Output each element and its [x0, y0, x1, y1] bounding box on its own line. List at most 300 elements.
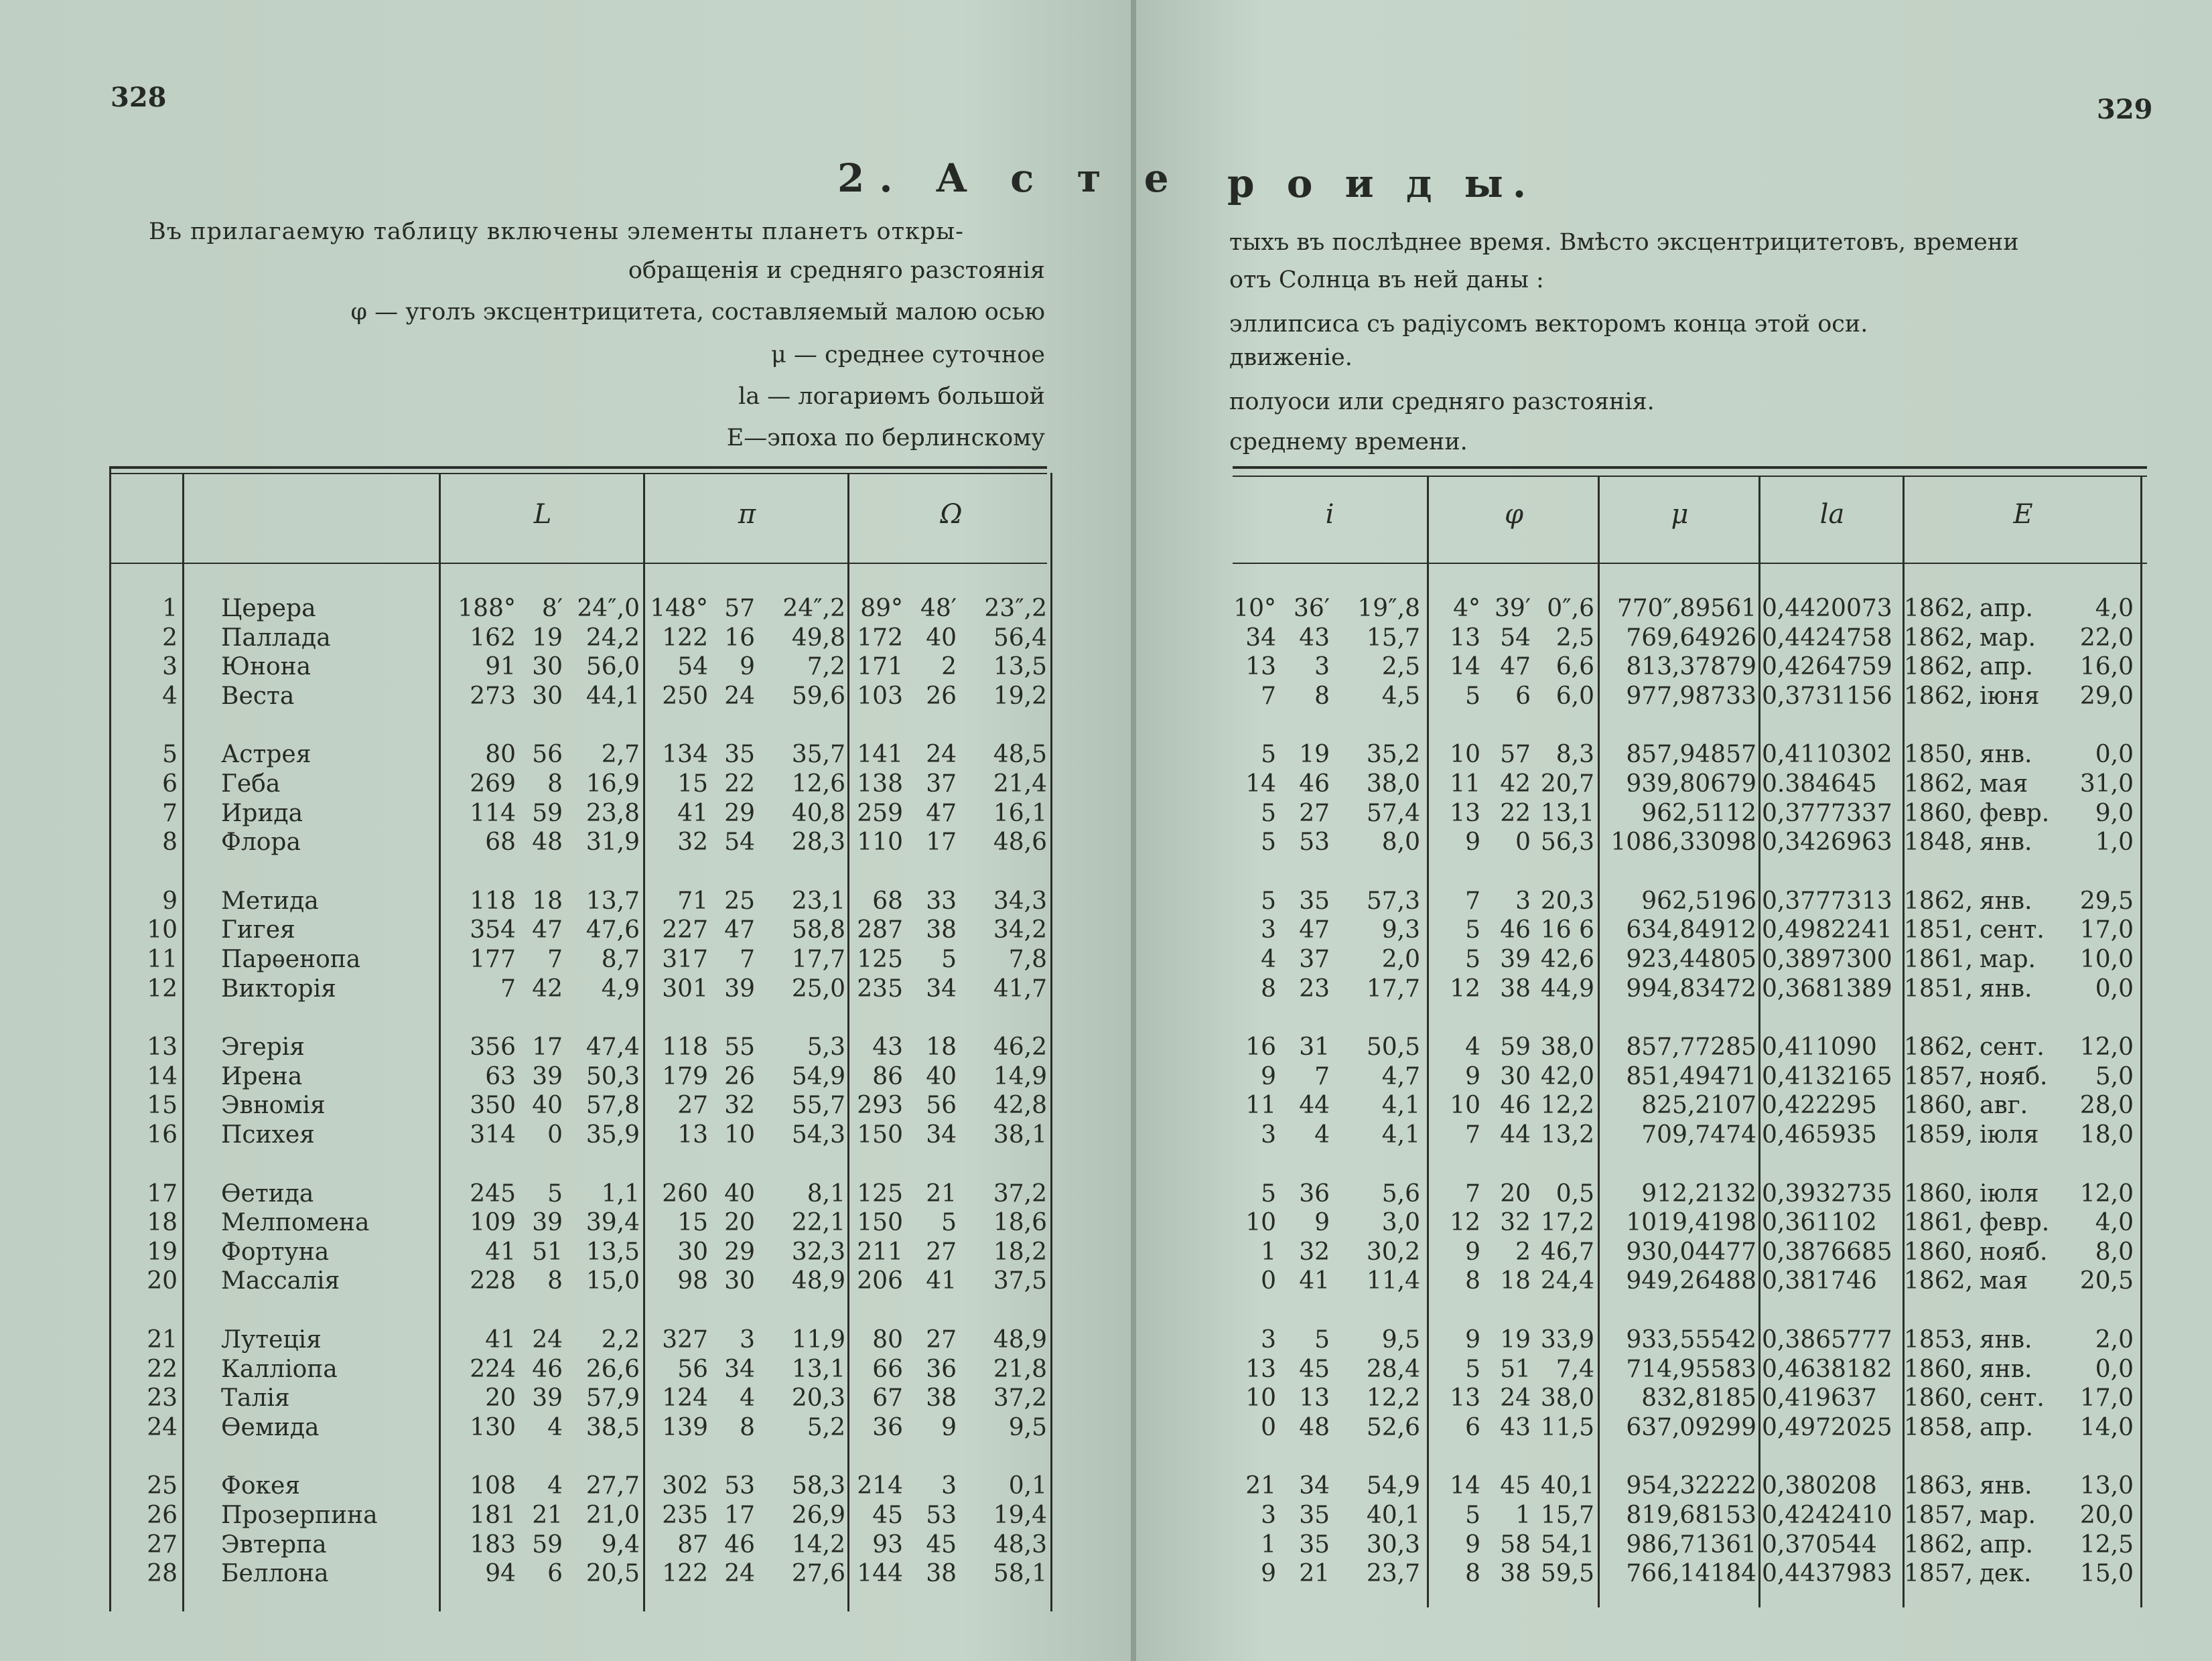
epoch-month: янв.: [1980, 1326, 2032, 1354]
node-seconds: 18,6: [993, 1209, 1047, 1237]
epoch-month: апр.: [1980, 1530, 2033, 1559]
epoch-day: 20,5: [2079, 1267, 2134, 1295]
node-minutes: 53: [926, 1502, 957, 1529]
pi-minutes: 57: [724, 595, 755, 622]
epoch-month: нояб.: [1980, 1238, 2048, 1266]
node-seconds: 56,4: [993, 624, 1047, 652]
i-seconds: 2,0: [1381, 946, 1420, 973]
L-degrees: 269: [470, 770, 516, 798]
L-degrees: 181: [470, 1502, 516, 1529]
phi-minutes: 58: [1500, 1530, 1531, 1559]
pi-degrees: 122: [662, 624, 708, 652]
row-number: 22: [147, 1355, 178, 1383]
node-degrees: 43: [872, 1033, 903, 1062]
table-row: [0, 1531, 2184, 1560]
i-degrees: 9: [1261, 1062, 1276, 1090]
L-minutes: 30: [532, 682, 563, 710]
row-number: 4: [162, 682, 178, 710]
log-semi-axis: 0,4424758: [1762, 624, 1892, 652]
L-degrees: 63: [485, 1062, 516, 1090]
epoch-year: 1860,: [1904, 1238, 1974, 1266]
node-minutes: 40: [926, 1062, 957, 1090]
i-seconds: 8,0: [1381, 828, 1420, 857]
pi-seconds: 27,6: [791, 1560, 845, 1588]
phi-seconds: 33,9: [1540, 1326, 1594, 1354]
L-degrees: 245: [470, 1179, 516, 1208]
asteroid-name: Эгерія: [221, 1033, 305, 1062]
log-semi-axis: 0,4420073: [1762, 595, 1892, 622]
phi-degrees: 9: [1465, 828, 1480, 857]
node-seconds: 48,5: [993, 741, 1047, 769]
i-minutes: 7: [1314, 1062, 1330, 1090]
L-minutes: 46: [532, 1355, 563, 1383]
phi-minutes: 32: [1500, 1209, 1531, 1237]
col-header-node: Ω: [940, 499, 963, 530]
intro-right-line-2: отъ Солнца въ ней даны :: [1229, 267, 1544, 293]
asteroid-name: Мелпомена: [221, 1209, 370, 1237]
epoch-year: 1862,: [1904, 770, 1974, 798]
phi-seconds: 38,0: [1540, 1033, 1594, 1062]
log-semi-axis: 0,4264759: [1762, 653, 1892, 681]
phi-degrees: 5: [1465, 946, 1480, 973]
phi-degrees: 12: [1450, 974, 1480, 1003]
i-minutes: 19: [1299, 741, 1330, 769]
node-seconds: 23″,2: [984, 595, 1047, 622]
i-degrees: 0: [1261, 1413, 1276, 1441]
log-semi-axis: 0,3865777: [1762, 1326, 1892, 1354]
node-seconds: 42,8: [993, 1092, 1047, 1120]
col-header-E: E: [2013, 499, 2033, 530]
log-semi-axis: 0,4132165: [1762, 1062, 1892, 1090]
table-row: [0, 1092, 2184, 1121]
epoch-day: 1,0: [2095, 828, 2134, 857]
mean-motion: 912,2132: [1641, 1179, 1756, 1208]
table-row: [0, 946, 2184, 974]
mean-motion: 825,2107: [1641, 1092, 1756, 1120]
node-seconds: 0,1: [1008, 1472, 1047, 1500]
asteroid-name: Геба: [221, 770, 281, 798]
L-degrees: 130: [470, 1413, 516, 1441]
i-degrees: 1: [1261, 1530, 1276, 1559]
epoch-month: февр.: [1980, 799, 2050, 827]
pi-seconds: 54,9: [791, 1062, 845, 1090]
log-semi-axis: 0,381746: [1762, 1267, 1877, 1295]
phi-degrees: 13: [1450, 1384, 1480, 1413]
table-left-header-rule: [109, 563, 1047, 564]
L-degrees: 162: [470, 624, 516, 652]
table-row: [0, 975, 2184, 1004]
table-row: [0, 595, 2184, 624]
i-seconds: 23,7: [1366, 1560, 1420, 1588]
epoch-month: апр.: [1980, 1413, 2033, 1441]
epoch-year: 1862,: [1904, 624, 1974, 652]
pi-minutes: 46: [724, 1530, 755, 1559]
pi-minutes: 3: [740, 1326, 755, 1354]
epoch-day: 22,0: [2079, 624, 2134, 652]
table-row: [0, 1180, 2184, 1209]
L-degrees: 20: [485, 1384, 516, 1413]
asteroid-name: Веста: [221, 682, 295, 710]
L-minutes: 5: [547, 1179, 563, 1208]
i-degrees: 5: [1261, 887, 1276, 915]
phi-degrees: 9: [1465, 1530, 1480, 1559]
i-minutes: 32: [1299, 1238, 1330, 1266]
pi-minutes: 35: [724, 741, 755, 769]
node-seconds: 21,8: [993, 1355, 1047, 1383]
asteroid-name: Ѳетида: [221, 1179, 314, 1208]
phi-degrees: 10: [1450, 1092, 1480, 1120]
mean-motion: 939,80679: [1626, 770, 1756, 798]
epoch-year: 1860,: [1904, 799, 1974, 827]
row-number: 23: [147, 1384, 178, 1413]
pi-seconds: 49,8: [791, 624, 845, 652]
epoch-year: 1848,: [1904, 828, 1974, 857]
node-minutes: 2: [941, 653, 957, 681]
asteroid-name: Калліопа: [221, 1355, 338, 1383]
node-seconds: 37,5: [993, 1267, 1047, 1295]
mean-motion: 930,04477: [1626, 1238, 1756, 1266]
pi-seconds: 25,0: [791, 974, 845, 1003]
asteroid-name: Викторія: [221, 974, 336, 1003]
phi-degrees: 8: [1465, 1560, 1480, 1588]
pi-seconds: 32,3: [791, 1238, 845, 1266]
pi-seconds: 59,6: [791, 682, 845, 710]
epoch-year: 1859,: [1904, 1121, 1974, 1149]
epoch-year: 1862,: [1904, 1267, 1974, 1295]
epoch-month: іюля: [1980, 1121, 2039, 1149]
asteroid-name: Психея: [221, 1121, 315, 1149]
node-seconds: 48,3: [993, 1530, 1047, 1559]
L-seconds: 13,7: [585, 887, 640, 915]
node-minutes: 9: [941, 1413, 957, 1441]
node-minutes: 48′: [920, 595, 957, 622]
phi-seconds: 20,3: [1540, 887, 1594, 915]
node-minutes: 21: [926, 1179, 957, 1208]
phi-degrees: 6: [1465, 1413, 1480, 1441]
epoch-day: 4,0: [2095, 1209, 2134, 1237]
i-degrees: 5: [1261, 1179, 1276, 1208]
i-seconds: 4,7: [1381, 1062, 1420, 1090]
intro-left-line-5: la — логариѳмъ большой: [738, 383, 1045, 410]
L-degrees: 41: [485, 1238, 516, 1266]
table-left-top-rule: [109, 466, 1047, 469]
table-row: [0, 916, 2184, 945]
pi-degrees: 327: [662, 1326, 708, 1354]
page-number-right: 329: [2097, 94, 2153, 125]
phi-seconds: 0,5: [1556, 1179, 1594, 1208]
node-degrees: 80: [872, 1326, 903, 1354]
log-semi-axis: 0,4110302: [1762, 741, 1892, 769]
asteroid-name: Метида: [221, 887, 319, 915]
mean-motion: 770″,89561: [1616, 595, 1756, 622]
node-seconds: 19,2: [993, 682, 1047, 710]
i-seconds: 4,5: [1381, 682, 1420, 710]
row-number: 28: [147, 1560, 178, 1588]
intro-right-line-5: полуоси или средняго разстоянія.: [1229, 388, 1655, 415]
L-seconds: 24,2: [585, 624, 640, 652]
table-row: [0, 1384, 2184, 1413]
phi-seconds: 13,2: [1540, 1121, 1594, 1149]
L-seconds: 50,3: [585, 1062, 640, 1090]
table-row: [0, 653, 2184, 682]
epoch-day: 17,0: [2079, 916, 2134, 944]
epoch-month: мар.: [1980, 624, 2036, 652]
i-degrees: 4: [1261, 946, 1276, 973]
pi-degrees: 227: [662, 916, 708, 944]
node-minutes: 40: [926, 624, 957, 652]
pi-degrees: 148°: [650, 595, 708, 622]
node-seconds: 9,5: [1008, 1413, 1047, 1441]
row-number: 27: [147, 1530, 178, 1559]
phi-seconds: 56,3: [1540, 828, 1594, 857]
intro-left-line-6: E—эпоха по берлинскому: [726, 425, 1045, 451]
epoch-year: 1850,: [1904, 741, 1974, 769]
phi-seconds: 40,1: [1540, 1472, 1594, 1500]
mean-motion: 949,26488: [1626, 1267, 1756, 1295]
L-degrees: 41: [485, 1326, 516, 1354]
i-degrees: 13: [1245, 1355, 1276, 1383]
epoch-month: сент.: [1980, 1033, 2045, 1062]
pi-seconds: 5,3: [807, 1033, 845, 1062]
pi-minutes: 34: [724, 1355, 755, 1383]
asteroid-name: Ѳемида: [221, 1413, 320, 1441]
pi-degrees: 122: [662, 1560, 708, 1588]
i-degrees: 3: [1261, 916, 1276, 944]
i-seconds: 5,6: [1381, 1179, 1420, 1208]
mean-motion: 819,68153: [1626, 1502, 1756, 1529]
node-minutes: 27: [926, 1238, 957, 1266]
phi-minutes: 0: [1515, 828, 1531, 857]
i-degrees: 34: [1245, 624, 1276, 652]
L-seconds: 44,1: [585, 682, 640, 710]
pi-seconds: 35,7: [791, 741, 845, 769]
L-degrees: 7: [500, 974, 516, 1003]
node-seconds: 16,1: [993, 799, 1047, 827]
epoch-year: 1861,: [1904, 946, 1974, 973]
phi-minutes: 38: [1500, 1560, 1531, 1588]
node-seconds: 18,2: [993, 1238, 1047, 1266]
pi-seconds: 54,3: [791, 1121, 845, 1149]
i-minutes: 46: [1299, 770, 1330, 798]
row-number: 20: [147, 1267, 178, 1295]
node-minutes: 27: [926, 1326, 957, 1354]
phi-minutes: 59: [1500, 1033, 1531, 1062]
mean-motion: 832,8185: [1641, 1384, 1756, 1413]
node-degrees: 125: [857, 946, 903, 973]
phi-seconds: 2,5: [1556, 624, 1594, 652]
pi-minutes: 24: [724, 1560, 755, 1588]
epoch-month: февр.: [1980, 1209, 2050, 1237]
epoch-month: янв.: [1980, 1472, 2032, 1500]
epoch-month: янв.: [1980, 974, 2032, 1003]
L-seconds: 56,0: [585, 653, 640, 681]
node-degrees: 235: [857, 974, 903, 1003]
L-minutes: 42: [532, 974, 563, 1003]
i-degrees: 0: [1261, 1267, 1276, 1295]
L-seconds: 15,0: [585, 1267, 640, 1295]
L-seconds: 13,5: [585, 1238, 640, 1266]
mean-motion: 769,64926: [1626, 624, 1756, 652]
log-semi-axis: 0,3426963: [1762, 828, 1892, 857]
node-minutes: 34: [926, 974, 957, 1003]
i-degrees: 11: [1245, 1092, 1276, 1120]
L-minutes: 56: [532, 741, 563, 769]
phi-degrees: 5: [1465, 1355, 1480, 1383]
log-semi-axis: 0,361102: [1762, 1209, 1877, 1237]
epoch-day: 17,0: [2079, 1384, 2134, 1413]
row-number: 12: [147, 974, 178, 1003]
epoch-day: 5,0: [2095, 1062, 2134, 1090]
phi-minutes: 51: [1500, 1355, 1531, 1383]
row-number: 5: [162, 741, 178, 769]
table-right-top-rule-thin: [1233, 476, 2147, 477]
phi-seconds: 16 6: [1540, 916, 1594, 944]
L-degrees: 109: [470, 1209, 516, 1237]
L-seconds: 26,6: [585, 1355, 640, 1383]
phi-seconds: 24,4: [1540, 1267, 1594, 1295]
pi-minutes: 24: [724, 682, 755, 710]
L-minutes: 8: [547, 770, 563, 798]
row-number: 19: [147, 1238, 178, 1266]
log-semi-axis: 0,4437983: [1762, 1560, 1892, 1588]
epoch-month: іюня: [1980, 682, 2040, 710]
phi-seconds: 11,5: [1540, 1413, 1594, 1441]
asteroid-name: Лутеція: [221, 1326, 322, 1354]
epoch-year: 1851,: [1904, 974, 1974, 1003]
i-minutes: 34: [1299, 1472, 1330, 1500]
phi-degrees: 5: [1465, 682, 1480, 710]
row-number: 10: [147, 916, 178, 944]
phi-minutes: 46: [1500, 916, 1531, 944]
epoch-month: авг.: [1980, 1092, 2028, 1120]
mean-motion: 986,71361: [1626, 1530, 1756, 1559]
phi-minutes: 54: [1500, 624, 1531, 652]
mean-motion: 962,5196: [1641, 887, 1756, 915]
log-semi-axis: 0,411090: [1762, 1033, 1877, 1062]
i-degrees: 5: [1261, 828, 1276, 857]
L-seconds: 9,4: [601, 1530, 640, 1559]
phi-degrees: 7: [1465, 1179, 1480, 1208]
node-degrees: 171: [857, 653, 903, 681]
table-row: [0, 887, 2184, 916]
L-minutes: 21: [532, 1502, 563, 1529]
i-seconds: 17,7: [1366, 974, 1420, 1003]
i-minutes: 36′: [1294, 595, 1330, 622]
i-minutes: 21: [1299, 1560, 1330, 1588]
phi-seconds: 38,0: [1540, 1384, 1594, 1413]
phi-minutes: 38: [1500, 974, 1531, 1003]
col-header-i: i: [1325, 499, 1334, 530]
epoch-year: 1860,: [1904, 1179, 1974, 1208]
epoch-year: 1853,: [1904, 1326, 1974, 1354]
i-minutes: 3: [1314, 653, 1330, 681]
node-seconds: 38,1: [993, 1121, 1047, 1149]
phi-seconds: 59,5: [1540, 1560, 1594, 1588]
epoch-day: 2,0: [2095, 1326, 2134, 1354]
epoch-day: 0,0: [2095, 1355, 2134, 1383]
pi-degrees: 124: [662, 1384, 708, 1413]
phi-minutes: 46: [1500, 1092, 1531, 1120]
pi-degrees: 317: [662, 946, 708, 973]
pi-seconds: 5,2: [807, 1413, 845, 1441]
node-degrees: 66: [872, 1355, 903, 1383]
epoch-month: сент.: [1980, 1384, 2045, 1413]
pi-minutes: 9: [740, 653, 755, 681]
epoch-year: 1851,: [1904, 916, 1974, 944]
table-row: [0, 1267, 2184, 1296]
i-seconds: 4,1: [1381, 1121, 1420, 1149]
L-degrees: 356: [470, 1033, 516, 1062]
table-row: [0, 1063, 2184, 1092]
L-minutes: 39: [532, 1209, 563, 1237]
i-degrees: 21: [1245, 1472, 1276, 1500]
row-number: 15: [147, 1092, 178, 1120]
i-seconds: 9,3: [1381, 916, 1420, 944]
node-seconds: 21,4: [993, 770, 1047, 798]
i-minutes: 36: [1299, 1179, 1330, 1208]
node-degrees: 214: [857, 1472, 903, 1500]
table-row: [0, 1356, 2184, 1384]
phi-seconds: 12,2: [1540, 1092, 1594, 1120]
phi-seconds: 54,1: [1540, 1530, 1594, 1559]
i-minutes: 35: [1299, 887, 1330, 915]
epoch-day: 12,5: [2079, 1530, 2134, 1559]
i-seconds: 40,1: [1366, 1502, 1420, 1529]
log-semi-axis: 0,4972025: [1762, 1413, 1892, 1441]
i-minutes: 5: [1314, 1326, 1330, 1354]
col-header-la: la: [1819, 499, 1845, 530]
node-degrees: 172: [857, 624, 903, 652]
row-number: 9: [162, 887, 178, 915]
row-number: 8: [162, 828, 178, 857]
L-seconds: 2,7: [601, 741, 640, 769]
pi-degrees: 30: [677, 1238, 708, 1266]
L-seconds: 2,2: [601, 1326, 640, 1354]
pi-minutes: 8: [740, 1413, 755, 1441]
phi-minutes: 2: [1515, 1238, 1531, 1266]
table-row: [0, 1472, 2184, 1501]
epoch-month: янв.: [1980, 741, 2032, 769]
L-minutes: 8′: [541, 595, 563, 622]
mean-motion: 714,95583: [1626, 1355, 1756, 1383]
phi-minutes: 1: [1515, 1502, 1531, 1529]
pi-degrees: 260: [662, 1179, 708, 1208]
pi-degrees: 41: [677, 799, 708, 827]
i-seconds: 35,2: [1366, 741, 1420, 769]
asteroid-name: Талія: [221, 1384, 290, 1413]
pi-degrees: 302: [662, 1472, 708, 1500]
node-degrees: 103: [857, 682, 903, 710]
i-seconds: 52,6: [1366, 1413, 1420, 1441]
epoch-day: 12,0: [2079, 1033, 2134, 1062]
phi-seconds: 6,0: [1556, 682, 1594, 710]
epoch-year: 1862,: [1904, 1033, 1974, 1062]
node-seconds: 14,9: [993, 1062, 1047, 1090]
phi-minutes: 47: [1500, 653, 1531, 681]
node-degrees: 36: [872, 1413, 903, 1441]
phi-degrees: 5: [1465, 1502, 1480, 1529]
pi-degrees: 98: [677, 1267, 708, 1295]
row-number: 3: [162, 653, 178, 681]
epoch-day: 16,0: [2079, 653, 2134, 681]
node-minutes: 38: [926, 916, 957, 944]
phi-minutes: 18: [1500, 1267, 1531, 1295]
i-degrees: 7: [1261, 682, 1276, 710]
L-minutes: 59: [532, 1530, 563, 1559]
epoch-year: 1860,: [1904, 1355, 1974, 1383]
L-minutes: 4: [547, 1413, 563, 1441]
pi-degrees: 118: [662, 1033, 708, 1062]
